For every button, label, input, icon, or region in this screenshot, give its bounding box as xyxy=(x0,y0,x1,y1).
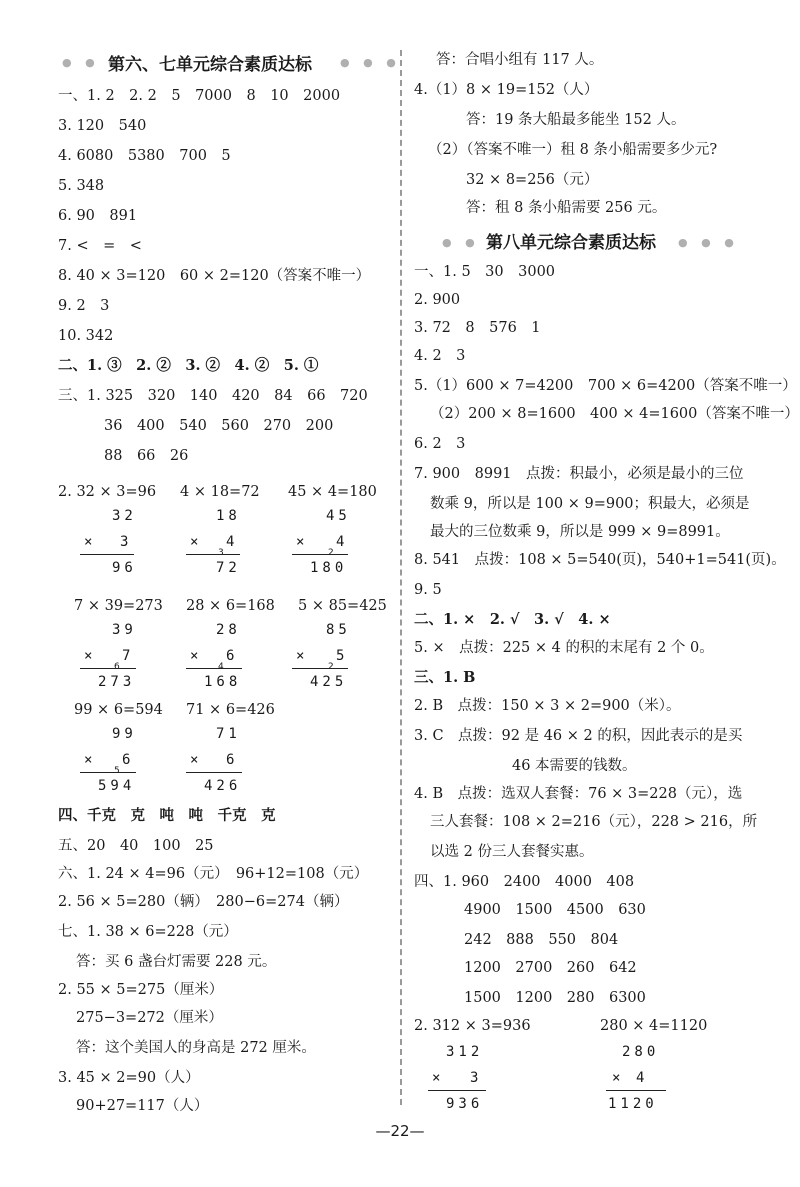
answer-line: 8. 541 点拨：108 × 5=540(页)，540+1=541(页)。 xyxy=(414,552,786,568)
answer-line: 5. 348 xyxy=(58,178,105,194)
carry-digit: 5 xyxy=(114,766,120,776)
vertical-mul: 3 xyxy=(120,534,133,550)
answer-line: 90+27=117（人） xyxy=(76,1098,209,1114)
vertical-rule xyxy=(606,1090,666,1091)
carry-digit: 2 xyxy=(328,548,334,558)
times-sign: × xyxy=(190,534,203,550)
vertical-mul: 4 xyxy=(226,534,239,550)
times-sign: × xyxy=(84,534,97,550)
answer-line: （2）（答案不唯一）租 8 条小船需要多少元? xyxy=(428,142,718,158)
answer-line: 275−3=272（厘米） xyxy=(76,1010,223,1026)
answer-line: 4900 1500 4500 630 xyxy=(464,902,646,918)
title-dots-left: ● ● ● xyxy=(62,56,123,69)
answer-line: 7. < = < xyxy=(58,238,142,254)
vertical-result: 425 xyxy=(310,674,348,690)
answer-line: 46 本需要的钱数。 xyxy=(512,758,637,774)
times-sign: × xyxy=(84,648,97,664)
answer-line: 二、1. ③ 2. ② 3. ② 4. ② 5. ① xyxy=(58,357,319,374)
times-sign: × xyxy=(190,648,203,664)
section-title-8: 第八单元综合素质达标 xyxy=(486,233,656,253)
answer-line: 4. 2 3 xyxy=(414,348,466,364)
vertical-top: 280 xyxy=(622,1044,660,1060)
vertical-rule xyxy=(80,772,136,773)
carry-digit: 2 xyxy=(328,662,334,672)
vertical-result: 594 xyxy=(98,778,136,794)
equation: 99 × 6=594 xyxy=(74,702,163,718)
answer-line: 4.（1）8 × 19=152（人） xyxy=(414,82,599,98)
times-sign: × xyxy=(432,1070,445,1086)
vertical-mul: 4 xyxy=(636,1070,649,1086)
vertical-rule xyxy=(428,1090,486,1091)
answer-line: 最大的三位数乘 9，所以是 999 × 9=8991。 xyxy=(430,524,730,540)
vertical-result: 273 xyxy=(98,674,136,690)
title-dots-right: ● ● ● xyxy=(340,56,401,69)
vertical-mul: 7 xyxy=(122,648,135,664)
answer-line: 七、1. 38 × 6=228（元） xyxy=(58,924,238,940)
vertical-mul: 4 xyxy=(336,534,349,550)
vertical-top: 312 xyxy=(446,1044,484,1060)
answer-line: 36 400 540 560 270 200 xyxy=(104,418,334,434)
answer-line: 2. 56 × 5=280（辆） 280−6=274（辆） xyxy=(58,894,349,910)
answer-line: 2. 900 xyxy=(414,292,461,308)
equation: 45 × 4=180 xyxy=(288,484,377,500)
vertical-top: 39 xyxy=(112,622,137,638)
vertical-top: 71 xyxy=(216,726,241,742)
vertical-rule xyxy=(80,668,136,669)
answer-line: 9. 5 xyxy=(414,582,442,598)
vertical-mul: 6 xyxy=(122,752,135,768)
vertical-rule xyxy=(80,554,134,555)
vertical-top: 32 xyxy=(112,508,137,524)
times-sign: × xyxy=(296,534,309,550)
answer-line: 3. 45 × 2=90（人） xyxy=(58,1070,200,1086)
vertical-top: 28 xyxy=(216,622,241,638)
vertical-top: 18 xyxy=(216,508,241,524)
times-sign: × xyxy=(612,1070,625,1086)
vertical-rule xyxy=(292,668,348,669)
page-number: —22— xyxy=(375,1122,425,1140)
answer-line: 1200 2700 260 642 xyxy=(464,960,637,976)
answer-line: 32 × 8=256（元） xyxy=(466,172,599,188)
equation: 28 × 6=168 xyxy=(186,598,275,614)
equation: 5 × 85=425 xyxy=(298,598,387,614)
answer-line: 4. B 点拨：选双人套餐：76 × 3=228（元），选 xyxy=(414,786,743,802)
answer-line: 3. 72 8 576 1 xyxy=(414,320,541,336)
answer-line: 88 66 26 xyxy=(104,448,189,464)
vertical-mul: 6 xyxy=(226,752,239,768)
answer-line: 六、1. 24 × 4=96（元） 96+12=108（元） xyxy=(58,866,369,882)
answer-line: 答：租 8 条小船需要 256 元。 xyxy=(466,200,667,216)
vertical-rule xyxy=(186,554,240,555)
answer-line: 四、千克 克 吨 吨 千克 克 xyxy=(58,807,276,824)
carry-digit: 6 xyxy=(114,662,120,672)
equation: 280 × 4=1120 xyxy=(600,1018,708,1034)
answer-line: 三、1. B xyxy=(414,669,476,686)
answer-line: 242 888 550 804 xyxy=(464,932,619,948)
times-sign: × xyxy=(84,752,97,768)
times-sign: × xyxy=(190,752,203,768)
equation: 4 × 18=72 xyxy=(180,484,260,500)
vertical-result: 168 xyxy=(204,674,242,690)
answer-line: 6. 2 3 xyxy=(414,436,466,452)
equation: 7 × 39=273 xyxy=(74,598,163,614)
answer-line: 一、1. 5 30 3000 xyxy=(414,264,556,280)
answer-line: 三人套餐：108 × 2=216（元），228 > 216，所 xyxy=(430,814,758,830)
vertical-top: 99 xyxy=(112,726,137,742)
vertical-mul: 6 xyxy=(226,648,239,664)
answer-line: 五、20 40 100 25 xyxy=(58,838,214,854)
vertical-mul: 3 xyxy=(470,1070,483,1086)
times-sign: × xyxy=(296,648,309,664)
equation: 2. 32 × 3=96 xyxy=(58,484,157,500)
vertical-result: 96 xyxy=(112,560,137,576)
answer-line: 4. 6080 5380 700 5 xyxy=(58,148,231,164)
vertical-result: 180 xyxy=(310,560,348,576)
answer-line: 5.（1）600 × 7=4200 700 × 6=4200（答案不唯一） xyxy=(414,378,797,394)
vertical-result: 1120 xyxy=(608,1096,658,1112)
answer-line: 一、1. 2 2. 2 5 7000 8 10 2000 xyxy=(58,88,341,104)
equation: 2. 312 × 3=936 xyxy=(414,1018,531,1034)
answer-line: 四、1. 960 2400 4000 408 xyxy=(414,874,635,890)
carry-digit: 4 xyxy=(218,662,224,672)
equation: 71 × 6=426 xyxy=(186,702,275,718)
column-divider xyxy=(400,50,402,1105)
carry-digit: 3 xyxy=(218,548,224,558)
vertical-rule xyxy=(186,772,242,773)
answer-line: 2. B 点拨：150 × 3 × 2=900（米）。 xyxy=(414,698,681,714)
answer-line: 答：19 条大船最多能坐 152 人。 xyxy=(466,112,686,128)
vertical-result: 426 xyxy=(204,778,242,794)
vertical-mul: 5 xyxy=(336,648,349,664)
answer-line: 以选 2 份三人套餐实惠。 xyxy=(430,844,594,860)
answer-line: 9. 2 3 xyxy=(58,298,110,314)
title-dots-right: ● ● ● xyxy=(678,236,739,249)
section-title-6-7: 第六、七单元综合素质达标 xyxy=(108,55,312,75)
answer-line: 6. 90 891 xyxy=(58,208,138,224)
answer-line: 答：买 6 盏台灯需要 228 元。 xyxy=(76,954,277,970)
answer-line: 2. 55 × 5=275（厘米） xyxy=(58,982,224,998)
answer-line: 1500 1200 280 6300 xyxy=(464,990,646,1006)
answer-line: 二、1. × 2. √ 3. √ 4. × xyxy=(414,611,611,628)
answer-line: 5. × 点拨：225 × 4 的积的末尾有 2 个 0。 xyxy=(414,640,714,656)
vertical-top: 45 xyxy=(326,508,351,524)
answer-line: 三、1. 325 320 140 420 84 66 720 xyxy=(58,388,368,404)
answer-line: 3. C 点拨：92 是 46 × 2 的积，因此表示的是买 xyxy=(414,728,743,744)
answer-line: 答：合唱小组有 117 人。 xyxy=(436,52,604,68)
answer-line: 8. 40 × 3=120 60 × 2=120（答案不唯一） xyxy=(58,268,371,284)
vertical-result: 72 xyxy=(216,560,241,576)
answer-line: 3. 120 540 xyxy=(58,118,147,134)
answer-line: 答：这个美国人的身高是 272 厘米。 xyxy=(76,1040,316,1056)
answer-line: （2）200 × 8=1600 400 × 4=1600（答案不唯一） xyxy=(430,406,799,422)
vertical-result: 936 xyxy=(446,1096,484,1112)
vertical-rule xyxy=(186,668,242,669)
title-dots-left: ● ● ● xyxy=(442,236,503,249)
answer-line: 7. 900 8991 点拨：积最小，必须是最小的三位 xyxy=(414,466,744,482)
vertical-rule xyxy=(292,554,348,555)
vertical-top: 85 xyxy=(326,622,351,638)
answer-line: 10. 342 xyxy=(58,328,114,344)
answer-line: 数乘 9，所以是 100 × 9=900；积最大，必须是 xyxy=(430,496,750,512)
